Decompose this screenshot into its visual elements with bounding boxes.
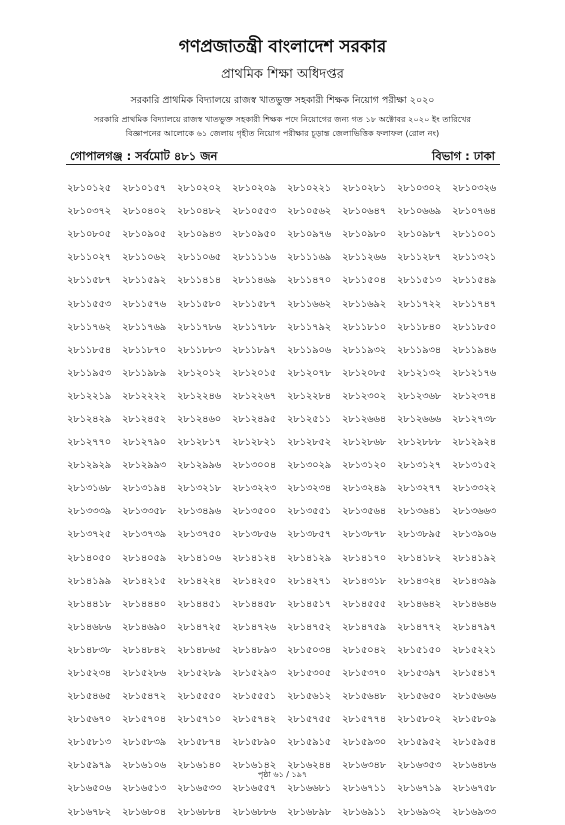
roll-number: ২৮১৩২২৩ <box>232 483 277 495</box>
roll-number: ২৮১১৮৭০ <box>122 344 167 356</box>
roll-number: ২৮১২৮৬৮ <box>342 437 387 449</box>
roll-number: ২৮১২২২২ <box>122 390 167 402</box>
roll-number: ২৮১২২১৯ <box>67 390 112 402</box>
roll-number: ২৮১৪৮৪২ <box>122 644 167 656</box>
roll-number: ২৮১৫৬৭০ <box>67 714 112 726</box>
roll-number: ২৮১৩২১৮ <box>177 483 222 495</box>
roll-row <box>67 594 507 617</box>
roll-number: ২৮১৬৯১১ <box>342 806 387 818</box>
roll-number: ২৮১৬২৪৪ <box>287 760 332 772</box>
roll-number: ২৮১৪৪১৮ <box>67 598 112 610</box>
roll-number: ২৮১৩৬৬৩ <box>452 506 497 518</box>
roll-number: ২৮১৫২৮৯ <box>177 668 222 680</box>
roll-row <box>67 686 507 709</box>
roll-number: ২৮১১৮৫৪ <box>67 344 112 356</box>
roll-number: ২৮১৬৮০৪ <box>122 806 167 818</box>
roll-number: ২৮১০৬৪৭ <box>342 206 387 218</box>
department-title: প্রাথমিক শিক্ষা অধিদপ্তর <box>221 67 344 82</box>
roll-number-grid <box>67 178 507 825</box>
roll-number: ২৮১৩০২৯ <box>287 460 332 472</box>
roll-number: ২৮১৪১০৬ <box>177 552 222 564</box>
roll-row <box>67 455 507 478</box>
roll-row <box>67 224 507 247</box>
roll-number: ২৮১২৮৫২ <box>287 437 332 449</box>
roll-number: ২৮১৪৭৯৭ <box>452 621 497 633</box>
roll-number: ২৮১১৫৯২ <box>122 275 167 287</box>
roll-number: ২৮১৩১২৭ <box>397 460 442 472</box>
roll-row <box>67 732 507 755</box>
roll-number: ২৮১৪২১৫ <box>122 575 167 587</box>
roll-row <box>67 247 507 270</box>
roll-number: ২৮১৪৭৭২ <box>397 621 442 633</box>
roll-number: ২৮১০৯৪৩ <box>177 229 222 241</box>
roll-number: ২৮১৪৮৩৮ <box>67 644 112 656</box>
roll-number: ২৮১২৭৩৮ <box>452 413 497 425</box>
roll-number: ২৮১৪৫৫৫ <box>342 598 387 610</box>
roll-number: ২৮১৪২২৪ <box>177 575 222 587</box>
roll-number: ২৮১৬৭৮২ <box>67 806 112 818</box>
roll-number: ২৮১৪১৭০ <box>342 552 387 564</box>
roll-number: ২৮১৪৫১৭ <box>287 598 332 610</box>
roll-number: ২৮১৩২৪৯ <box>342 483 387 495</box>
page-number: পৃষ্ঠা ৬১ / ১৯৭ <box>257 770 308 779</box>
roll-number: ২৮১১৭৮৬ <box>177 321 222 333</box>
roll-number: ২৮১৫৫৫০ <box>177 691 222 703</box>
roll-number: ২৮১১৫৮৭ <box>232 298 277 310</box>
roll-number: ২৮১১৫০৪ <box>342 275 387 287</box>
roll-number: ২৮১৫৭৪২ <box>232 714 277 726</box>
roll-number: ২৮১৬৬৮১ <box>287 783 332 795</box>
roll-number: ২৮১৫২২১ <box>452 644 497 656</box>
roll-row <box>67 270 507 293</box>
roll-number: ২৮১৩২৩৪ <box>287 483 332 495</box>
roll-number: ২৮১১৫১৩ <box>397 275 442 287</box>
roll-number: ২৮১৫৮৯০ <box>232 737 277 749</box>
roll-number: ২৮১৫৪১৭ <box>452 668 497 680</box>
roll-number: ২৮১০৩৭২ <box>67 206 112 218</box>
roll-number: ২৮১৬৭১১ <box>342 783 387 795</box>
roll-number: ২৮১৩৮৫৬ <box>232 529 277 541</box>
roll-number: ২৮১১৬৬২ <box>287 298 332 310</box>
roll-number: ২৮১০২০৯ <box>232 183 277 195</box>
roll-number: ২৮১০৩২৬ <box>452 183 497 195</box>
roll-number: ২৮১০৯৭৬ <box>287 229 332 241</box>
roll-number: ২৮১৪১২৯ <box>287 552 332 564</box>
roll-row <box>67 501 507 524</box>
roll-number: ২৮১৩৫০০ <box>232 506 277 518</box>
roll-number: ২৮১১৯৪৬ <box>452 344 497 356</box>
roll-row <box>67 709 507 732</box>
government-title: গণপ্রজাতন্ত্রী বাংলাদেশ সরকার <box>178 37 387 57</box>
roll-number: ২৮১৪০৫০ <box>67 552 112 564</box>
roll-number: ২৮১১৮১০ <box>342 321 387 333</box>
roll-number: ২৮১৪৮৯৩ <box>232 644 277 656</box>
roll-number: ২৮১১১১৬ <box>232 252 277 264</box>
roll-row <box>67 432 507 455</box>
roll-number: ২৮১৪১৯২ <box>452 552 497 564</box>
roll-number: ২৮১২৯২৯ <box>67 460 112 472</box>
notice-text <box>0 112 565 140</box>
roll-number: ২৮১৩৮৭৮ <box>342 529 387 541</box>
roll-number: ২৮১৬৮৮৪ <box>177 806 222 818</box>
roll-number: ২৮১২৩৭৪ <box>452 390 497 402</box>
roll-number: ২৮১৫৮৩৯ <box>122 737 167 749</box>
roll-number: ২৮১১৯৩৪ <box>397 344 442 356</box>
roll-number: ২৮১১৫৮৭ <box>67 275 112 287</box>
roll-row <box>67 178 507 201</box>
roll-number: ২৮১১৮৪০ <box>397 321 442 333</box>
roll-number: ২৮১৩৮৫৭ <box>287 529 332 541</box>
roll-number: ২৮১০৪০২ <box>122 206 167 218</box>
roll-number: ২৮১৫৯৫৪ <box>452 737 497 749</box>
roll-number: ২৮১০৯৮৭ <box>397 229 442 241</box>
roll-number: ২৮১৩৬৪১ <box>397 506 442 518</box>
roll-number: ২৮১৩৭২৫ <box>67 529 112 541</box>
roll-number: ২৮১২৪৯৫ <box>232 413 277 425</box>
roll-number: ২৮১৫৬৬৬ <box>452 691 497 703</box>
roll-number: ২৮১০৯০৫ <box>122 229 167 241</box>
roll-number: ২৮১৬৮৮৬ <box>232 806 277 818</box>
roll-number: ২৮১৪১২৪ <box>232 552 277 564</box>
roll-number: ২৮১৩১২০ <box>342 460 387 472</box>
roll-number: ২৮১৪৮৬৫ <box>177 644 222 656</box>
roll-number: ২৮১১২৬৬ <box>342 252 387 264</box>
roll-number: ২৮১৪৪৪০ <box>122 598 167 610</box>
roll-number: ২৮১৫৮০৯ <box>452 714 497 726</box>
roll-number: ২৮১৬৭১৯ <box>397 783 442 795</box>
roll-number: ২৮১৫০৪২ <box>342 644 387 656</box>
roll-row <box>67 617 507 640</box>
roll-number: ২৮১৫২৯৩ <box>232 668 277 680</box>
roll-number: ২৮১৬৪৮৬ <box>452 760 497 772</box>
roll-number: ২৮১৫২৮৬ <box>122 668 167 680</box>
roll-number: ২৮১৫৯৫২ <box>397 737 442 749</box>
roll-number: ২৮১২২৮৪ <box>287 390 332 402</box>
roll-number: ২৮১৩৫৫১ <box>287 506 332 518</box>
roll-number: ২৮১১৩২১ <box>452 252 497 264</box>
roll-number: ২৮১৪১৮২ <box>397 552 442 564</box>
roll-number: ২৮১৩৫৬৪ <box>342 506 387 518</box>
roll-row <box>67 386 507 409</box>
roll-row <box>67 317 507 340</box>
roll-number: ২৮১২৯২৪ <box>452 437 497 449</box>
roll-number: ২৮১২০১৫ <box>232 367 277 379</box>
roll-row <box>67 409 507 432</box>
roll-number: ২৮১১৮৯৭ <box>232 344 277 356</box>
roll-number: ২৮১৪২৭১ <box>287 575 332 587</box>
roll-number: ২৮১৫৬৪৮ <box>342 691 387 703</box>
roll-number: ২৮১০৮০৫ <box>67 229 112 241</box>
roll-number: ২৮১৪৩৯৯ <box>452 575 497 587</box>
roll-row <box>67 478 507 501</box>
roll-number: ২৮১৬৭৫৮ <box>452 783 497 795</box>
roll-number: ২৮১৫৬১২ <box>287 691 332 703</box>
roll-number: ২৮১৬১৪২ <box>232 760 277 772</box>
roll-number: ২৮১৬৩৪৮ <box>342 760 387 772</box>
roll-number: ২৮১১২৮৭ <box>397 252 442 264</box>
roll-number: ২৮১৫৪৬৫ <box>67 691 112 703</box>
roll-number: ২৮১৩৩২২ <box>452 483 497 495</box>
roll-row <box>67 663 507 686</box>
roll-number: ২৮১৫৩৯৭ <box>397 668 442 680</box>
roll-number: ২৮১০৫৫৩ <box>232 206 277 218</box>
roll-number: ২৮১৩৯০৬ <box>452 529 497 541</box>
district-summary: গোপালগঞ্জ : সর্বমোট ৪৮১ জন <box>70 149 218 163</box>
roll-number: ২৮১৩১৯৪ <box>122 483 167 495</box>
roll-number: ২৮১২৮১৭ <box>177 437 222 449</box>
roll-number: ২৮১২০৭৮ <box>287 367 332 379</box>
roll-number: ২৮১৪৩২৪ <box>397 575 442 587</box>
roll-number: ২৮১১১৬৯ <box>287 252 332 264</box>
roll-number: ২৮১১৭২২ <box>397 298 442 310</box>
roll-number: ২৮১৬৫৫৭ <box>232 783 277 795</box>
roll-number: ২৮১৫০৩৪ <box>287 644 332 656</box>
exam-title: সরকারি প্রাথমিক বিদ্যালয়ে রাজস্ব খাতভুক্ত সহকারী শিক্ষক নিয়োগ পরীক্ষা ২০২০ <box>130 95 435 106</box>
roll-number: ২৮১২৮৮৮ <box>397 437 442 449</box>
roll-number: ২৮১৫৫৫১ <box>232 691 277 703</box>
roll-number: ২৮১১৯৫৩ <box>67 367 112 379</box>
notice-line-1: সরকারি প্রাথমিক বিদ্যালয়ে রাজস্ব খাতভুক্ত সহকারী শিক্ষক পদে নিয়োগের জন্য গত ১৮ অক্টোবর ২০২০ ইং তারিখের <box>94 114 471 124</box>
roll-number: ২৮১৪৭৫৯ <box>342 621 387 633</box>
roll-number: ২৮১০৭৬৪ <box>452 206 497 218</box>
roll-number: ২৮১১৫৮০ <box>177 298 222 310</box>
roll-number: ২৮১২৯৯৬ <box>177 460 222 472</box>
roll-number: ২৮১০২২১ <box>287 183 332 195</box>
roll-number: ২৮১৬৮৯৮ <box>287 806 332 818</box>
roll-number: ২৮১২৪৬০ <box>177 413 222 425</box>
roll-number: ২৮১৪২৫০ <box>232 575 277 587</box>
roll-number: ২৮১২৬৬৪ <box>342 413 387 425</box>
roll-number: ২৮১১০২৭ <box>67 252 112 264</box>
roll-number: ২৮১২৫১১ <box>287 413 332 425</box>
roll-number: ২৮১২৪২৯ <box>67 413 112 425</box>
roll-number: ২৮১০৩০২ <box>397 183 442 195</box>
roll-number: ২৮১৩৭৫০ <box>177 529 222 541</box>
roll-number: ২৮১৪৬৪৬ <box>452 598 497 610</box>
roll-number: ২৮১৪৭৫২ <box>287 621 332 633</box>
roll-row <box>67 640 507 663</box>
roll-number: ২৮১১৮৫০ <box>452 321 497 333</box>
roll-number: ২৮১১৫৭৬ <box>122 298 167 310</box>
roll-row <box>67 293 507 316</box>
roll-number: ২৮১৪৬৯০ <box>122 621 167 633</box>
roll-row <box>67 363 507 386</box>
roll-number: ২৮১৫৯১৫ <box>287 737 332 749</box>
roll-number: ২৮১১৬৯২ <box>342 298 387 310</box>
roll-number: ২৮১২১৭৬ <box>452 367 497 379</box>
roll-number: ২৮১৪৭২৬ <box>232 621 277 633</box>
roll-number: ২৮১১৮৮৩ <box>177 344 222 356</box>
roll-number: ২৮১০৫৬২ <box>287 206 332 218</box>
roll-number: ২৮১৩১৬৮ <box>67 483 112 495</box>
roll-number: ২৮১১৭৬৯ <box>122 321 167 333</box>
roll-number: ২৮১৫২৩৪ <box>67 668 112 680</box>
roll-number: ২৮১১০০১ <box>452 229 497 241</box>
roll-number: ২৮১০২০২ <box>177 183 222 195</box>
roll-number: ২৮১১৪৭০ <box>287 275 332 287</box>
roll-number: ২৮১০৪৮২ <box>177 206 222 218</box>
roll-number: ২৮১০২৮১ <box>342 183 387 195</box>
roll-number: ২৮১৫৬৫০ <box>397 691 442 703</box>
roll-number: ২৮১৩০০৪ <box>232 460 277 472</box>
roll-number: ২৮১২০১২ <box>177 367 222 379</box>
roll-number: ২৮১৬৫০৬ <box>67 783 112 795</box>
roll-number: ২৮১৫৮৭৪ <box>177 737 222 749</box>
roll-number: ২৮১২১৩২ <box>397 367 442 379</box>
roll-number: ২৮১১৭৯২ <box>287 321 332 333</box>
roll-number: ২৮১১৯০৬ <box>287 344 332 356</box>
roll-number: ২৮১২৩৬৮ <box>397 390 442 402</box>
roll-number: ২৮১১০৬৫ <box>177 252 222 264</box>
roll-number: ২৮১৫৯৭৯ <box>67 760 112 772</box>
roll-number: ২৮১৫৭০৪ <box>122 714 167 726</box>
roll-row <box>67 548 507 571</box>
roll-number: ২৮১৫৮০২ <box>397 714 442 726</box>
roll-number: ২৮১৩৩৩৯ <box>67 506 112 518</box>
roll-number: ২৮১৫৭৭৪ <box>342 714 387 726</box>
roll-number: ২৮১২৭৭০ <box>67 437 112 449</box>
roll-number: ২৮১৪৭২৫ <box>177 621 222 633</box>
roll-number: ২৮১৩৮৯৫ <box>397 529 442 541</box>
roll-number: ২৮১৪০৫৯ <box>122 552 167 564</box>
roll-number: ২৮১৬৯৩২ <box>397 806 442 818</box>
roll-number: ২৮১৫৩৭০ <box>342 668 387 680</box>
roll-number: ২৮১১৯৩২ <box>342 344 387 356</box>
roll-number: ২৮১৬৫১৩ <box>122 783 167 795</box>
roll-number: ২৮১২৬৬৬ <box>397 413 442 425</box>
roll-row <box>67 571 507 594</box>
roll-number: ২৮১২৯৯৩ <box>122 460 167 472</box>
roll-row <box>67 524 507 547</box>
roll-number: ২৮১৬১৪০ <box>177 760 222 772</box>
roll-number: ২৮১১৭৪৭ <box>452 298 497 310</box>
roll-number: ২৮১২৭৯০ <box>122 437 167 449</box>
roll-number: ২৮১৪১৯৯ <box>67 575 112 587</box>
roll-number: ২৮১৬৩৫৩ <box>397 760 442 772</box>
roll-row <box>67 201 507 224</box>
roll-row <box>67 802 507 825</box>
roll-number: ২৮১৩৭৩৯ <box>122 529 167 541</box>
roll-number: ২৮১০৯৫০ <box>232 229 277 241</box>
roll-number: ২৮১৬৯৩৩ <box>452 806 497 818</box>
roll-number: ২৮১৪৬৪২ <box>397 598 442 610</box>
roll-row <box>67 340 507 363</box>
roll-number: ২৮১৫১৫০ <box>397 644 442 656</box>
roll-number: ২৮১১৪১৪ <box>177 275 222 287</box>
roll-number: ২৮১২৮২১ <box>232 437 277 449</box>
header-divider <box>66 164 500 165</box>
roll-number: ২৮১০৯৮০ <box>342 229 387 241</box>
roll-number: ২৮১১৭৬২ <box>67 321 112 333</box>
roll-number: ২৮১৪৪৫১ <box>177 598 222 610</box>
roll-number: ২৮১৩২৭৭ <box>397 483 442 495</box>
roll-number: ২৮১২২৬৭ <box>232 390 277 402</box>
roll-number: ২৮১১০৬২ <box>122 252 167 264</box>
roll-number: ২৮১৫৮১৩ <box>67 737 112 749</box>
roll-number: ২৮১১৫৫৩ <box>67 298 112 310</box>
roll-number: ২৮১৩১৫২ <box>452 460 497 472</box>
roll-number: ২৮১০১৫৭ <box>122 183 167 195</box>
roll-number: ২৮১৫৯৩০ <box>342 737 387 749</box>
division-label: বিভাগ : ঢাকা <box>432 149 495 163</box>
roll-number: ২৮১১৫৪৯ <box>452 275 497 287</box>
roll-number: ২৮১৬১০৬ <box>122 760 167 772</box>
roll-number: ২৮১২৩০২ <box>342 390 387 402</box>
roll-number: ২৮১৫৩০৫ <box>287 668 332 680</box>
roll-number: ২৮১৪৬৮৬ <box>67 621 112 633</box>
roll-number: ২৮১১৭৮৮ <box>232 321 277 333</box>
roll-number: ২৮১৩৪৯৬ <box>177 506 222 518</box>
roll-number: ২৮১০৬৬৯ <box>397 206 442 218</box>
roll-number: ২৮১৫৭১০ <box>177 714 222 726</box>
roll-number: ২৮১১৯৮৯ <box>122 367 167 379</box>
roll-number: ২৮১০১২৫ <box>67 183 112 195</box>
roll-number: ২৮১১৪৬৯ <box>232 275 277 287</box>
roll-number: ২৮১২৪৫২ <box>122 413 167 425</box>
roll-number: ২৮১৪৩১৮ <box>342 575 387 587</box>
roll-number: ২৮১৬৫৩৩ <box>177 783 222 795</box>
roll-number: ২৮১৫৭৫৫ <box>287 714 332 726</box>
roll-number: ২৮১৪৪৫৮ <box>232 598 277 610</box>
roll-number: ২৮১৫৪৭২ <box>122 691 167 703</box>
roll-number: ২৮১৩৩৫৮ <box>122 506 167 518</box>
roll-number: ২৮১২০৮৫ <box>342 367 387 379</box>
notice-line-2: বিজ্ঞাপনের আলোকে ৬১ জেলায় গৃহীত নিয়োগ পরীক্ষার চূড়ান্ত জেলাভিত্তিক ফলাফল (রোল নং) <box>125 128 440 138</box>
roll-number: ২৮১২২৪৬ <box>177 390 222 402</box>
